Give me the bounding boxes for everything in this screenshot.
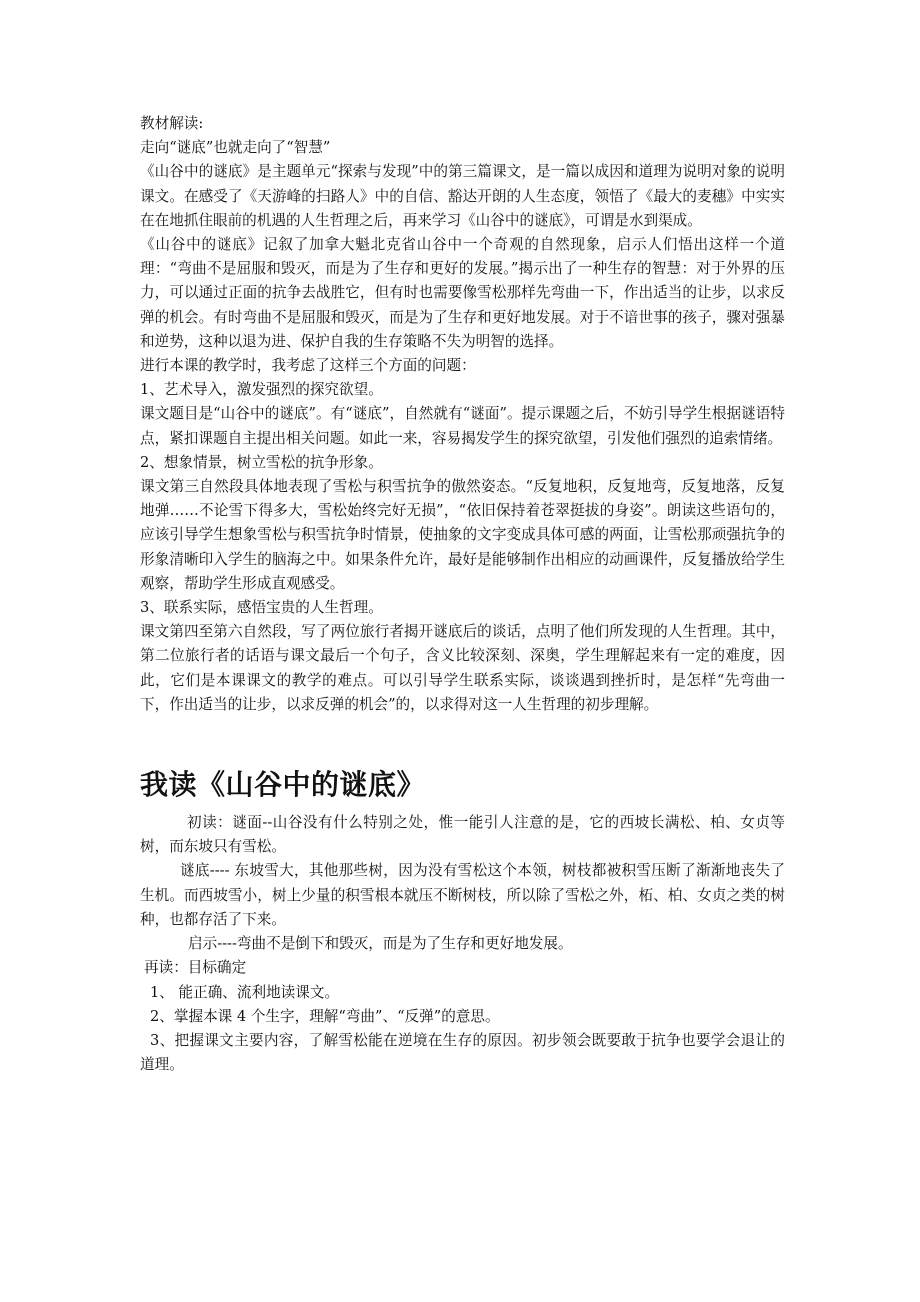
section-2-title: 我读《山谷中的谜底》 [140,768,426,802]
point-1-body: 课文题目是“山谷中的谜底”。有“谜底”，自然就有“谜面”。提示课题之后，不妨引导学生根据谜语特点，紧扣课题自主提出相关问题。如此一来，容易揭发学生的探究欲望，引发他们强烈的追索情绪。 [140,405,785,447]
goal-3: 3、把握课文主要内容，了解雪松能在逆境在生存的原因。初步领会既要敢于抗争也要学会退让的道理。 [140,1031,785,1074]
paragraph-summary: 《山谷中的谜底》记叙了加拿大魁北克省山谷中一个奇观的自然现象，启示人们悟出这样一个道理：“弯曲不是屈服和毁灭，而是为了生存和更好的发展。”揭示出了一种生存的智慧：对于外界的压力，可以通过正面的抗争去战胜它，但有时也需要像雪松那样先弯曲一下，作出适当的让步，以求反弹的机会。有时弯曲不是屈服和毁灭，而是为了生存和更好地发展。对于不谙世事的孩子，骤对强暴和逆势，这种以退为进、保护自我的生存策略不失为明智的选择。 [140,236,785,350]
document-page [140,112,785,1077]
section-subheading: 走向“谜底”也就走向了“智慧” [140,139,331,157]
section-heading: 教材解读: [140,115,204,132]
point-3-title: 3、联系实际，感悟宝贵的人生哲理。 [140,599,383,617]
point-1-title: 1、艺术导入，激发强烈的探究欲望。 [140,381,383,399]
second-read-heading: 再读：目标确定 [144,959,247,977]
riddle-insight: 启示----弯曲不是倒下和毁灭，而是为了生存和更好地发展。 [188,935,573,953]
paragraph-intro-context: 《山谷中的谜底》是主题单元“探索与发现”中的第三篇课文，是一篇以成因和道理为说明对象的说明课文。在感受了《天游峰的扫路人》中的自信、豁达开朗的人生态度，领悟了《最大的麦穗》中实实在在地抓住眼前的机遇的人生哲理之后，再来学习《山谷中的谜底》，可谓是水到渠成。 [140,163,785,229]
point-2-body: 课文第三自然段具体地表现了雪松与积雪抗争的傲然姿态。“反复地积，反复地弯，反复地落，反复地弹……不论雪下得多大，雪松始终完好无损”，“依旧保持着苍翠挺拔的身姿”。朗读这些语句的，应该引导学生想象雪松与积雪抗争时情景，使抽象的文字变成具体可感的两面，让雪松那顽强抗争的形象清晰印入学生的脑海之中。如果条件允许，最好是能够制作出相应的动画课件，反复播放给学生观察，帮助学生形成直观感受。 [140,478,785,592]
section-gap [140,717,785,765]
goal-1: 1、 能正确、流利地读课文。 [150,983,340,1001]
riddle-answer: 谜底---- 东坡雪大，其他那些树，因为没有雪松这个本领，树枝都被积雪压断了渐渐地丧失了生机。而西坡雪小，树上少量的积雪根本就压不断树枝，所以除了雪松之外，柘、柏、女贞之类的树种，也都存活了下来。 [140,862,785,928]
first-read-riddle: 初读：谜面--山谷没有什么特别之处，惟一能引人注意的是，它的西坡长满松、柏、女贞等树，而东坡只有雪松。 [140,814,785,856]
point-2-title: 2、想象情景，树立雪松的抗争形象。 [140,453,383,471]
paragraph-teaching-intro: 进行本课的教学时，我考虑了这样三个方面的问题： [140,357,476,375]
point-3-body: 课文第四至第六自然段，写了两位旅行者揭开谜底后的谈话，点明了他们所发现的人生哲理。其中，第二位旅行者的话语与课文最后一个句子，含义比较深刻、深奥，学生理解起来有一定的难度，因此，它们是本课课文的教学的难点。可以引导学生联系实际，谈谈遇到挫折时，是怎样“先弯曲一下，作出适当的让步，以求反弹的机会”的，以求得对这一人生哲理的初步理解。 [140,623,785,713]
goal-2: 2、掌握本课 4 个生字，理解“弯曲”、“反弹”的意思。 [150,1007,500,1025]
